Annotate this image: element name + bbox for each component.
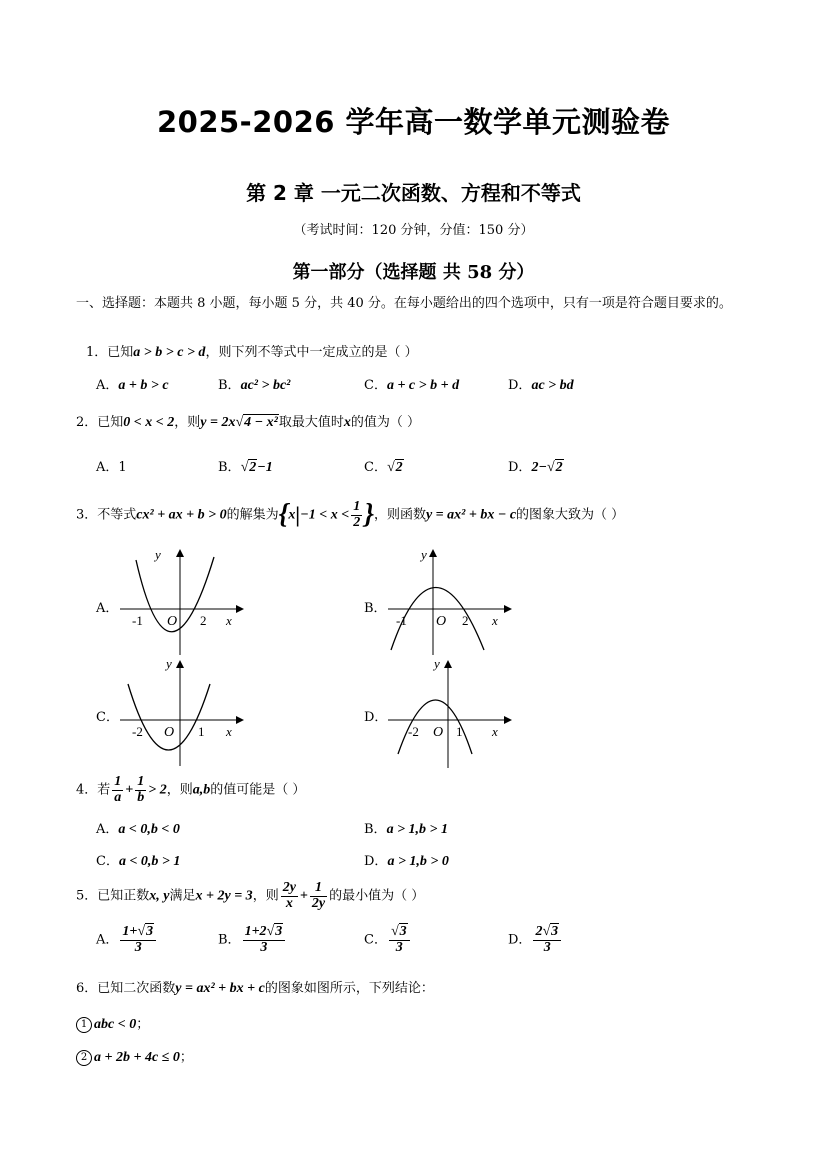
q3-option-b[interactable]: B． <box>364 601 387 616</box>
y-axis-label: y <box>155 547 161 562</box>
q3-inequality: cx² + ax + b > 0 <box>136 507 227 523</box>
chapter-subtitle: 第 2 章 一元二次函数、方程和不等式 <box>246 181 581 205</box>
question-4: 4．若 $\frac{1}{a}$ + $\frac{1}{b}$ > 2，则a,b的值可能是（ ） <box>76 774 306 805</box>
left-root-label: -1 <box>396 613 407 628</box>
y-axis-label: y <box>434 656 440 671</box>
y-axis-arrow <box>176 660 184 668</box>
q6-statement-2: 2 a + 2b + 4c ≤ 0； <box>76 1046 193 1066</box>
x-axis-label: x <box>226 613 232 628</box>
right-root-label: 1 <box>456 724 463 739</box>
graph-c[interactable] <box>118 656 248 771</box>
y-axis-arrow <box>176 549 184 557</box>
q1-option-c[interactable]: C．a + c > b + d <box>364 378 460 393</box>
exam-info: （考试时间：120 分钟，分值：150 分） <box>293 223 534 238</box>
question-5: 5．已知正数x, y满足x + 2y = 3，则 $\frac{2y}{x}$ + $\frac{1}{2y}$ 的最小值为（ ） <box>76 880 425 911</box>
question-2: 2．已知0 < x < 2，则y = 2x√4 − x²取最大值时x的值为（ ） <box>76 415 420 430</box>
origin-label: O <box>164 725 175 740</box>
q4-option-d[interactable]: D．a > 1,b > 0 <box>364 854 449 869</box>
q5-option-c[interactable]: C． $\frac{√3}{3}$ <box>364 925 412 955</box>
q1-suffix: ，则下列不等式中一定成立的是（ ） <box>205 345 418 360</box>
q5-option-b[interactable]: B． $\frac{1+2√3}{3}$ <box>218 925 287 955</box>
right-root-label: 2 <box>462 613 469 628</box>
x-axis-label: x <box>226 724 232 739</box>
x-axis-label: x <box>492 724 498 739</box>
q3-option-a[interactable]: A． <box>96 601 119 616</box>
question-6: 6．已知二次函数y = ax² + bx + c的图象如图所示，下列结论： <box>76 981 434 996</box>
q2-option-d[interactable]: D．2−√2 <box>508 460 563 475</box>
q2-option-b[interactable]: B．√2−1 <box>218 460 273 475</box>
left-root-label: -2 <box>132 724 143 739</box>
q1-prefix: 1．已知 <box>86 345 134 360</box>
y-axis-label: y <box>166 656 172 671</box>
x-axis-arrow <box>504 716 512 724</box>
q4-option-a[interactable]: A．a < 0,b < 0 <box>96 822 180 837</box>
right-root-label: 1 <box>198 724 205 739</box>
graph-a[interactable] <box>118 545 248 660</box>
circled-number: 2 <box>76 1050 92 1066</box>
x-axis-label: x <box>492 613 498 628</box>
y-axis-arrow <box>429 549 437 557</box>
q2-radicand: 4 − x² <box>244 415 278 430</box>
q2-condition: 0 < x < 2 <box>123 415 175 430</box>
q2-function: y = 2x <box>200 415 236 430</box>
graph-b[interactable] <box>386 545 516 660</box>
q1-condition: a > b > c > d <box>133 345 206 360</box>
q6-function: y = ax² + bx + c <box>175 981 265 996</box>
q1-option-b[interactable]: B．ac² > bc² <box>218 378 291 393</box>
q2-option-c[interactable]: C．√2 <box>364 460 403 475</box>
question-1 <box>86 341 418 361</box>
right-root-label: 2 <box>200 613 207 628</box>
q3-option-c[interactable]: C． <box>96 710 119 725</box>
left-root-label: -2 <box>408 724 419 739</box>
y-axis-arrow <box>444 660 452 668</box>
part-title: 第一部分（选择题 共 58 分） <box>292 262 535 283</box>
q5-condition: x + 2y = 3 <box>195 888 253 904</box>
x-axis-arrow <box>236 605 244 613</box>
q1-option-d[interactable]: D．ac > bd <box>508 378 574 393</box>
q4-option-c[interactable]: C．a < 0,b > 1 <box>96 854 181 869</box>
q3-option-d[interactable]: D． <box>364 710 388 725</box>
q2-option-a[interactable]: A．1 <box>96 460 127 475</box>
x-axis-arrow <box>504 605 512 613</box>
x-axis-arrow <box>236 716 244 724</box>
circled-number: 1 <box>76 1017 92 1033</box>
left-root-label: -1 <box>132 613 143 628</box>
y-axis-label: y <box>421 547 427 562</box>
q5-option-d[interactable]: D． $\frac{2√3}{3}$ <box>508 925 563 955</box>
q3-function: y = ax² + bx − c <box>425 507 517 523</box>
origin-label: O <box>436 614 447 629</box>
q3-set-condition: −1 < x < <box>300 507 350 523</box>
q5-option-a[interactable]: A． $\frac{1+√3}{3}$ <box>96 925 158 955</box>
parabola-curve <box>128 684 210 750</box>
question-3: 3．不等式cx² + ax + b > 0的解集为{x|−1 < x < $\frac{1}{2}$ }，则函数y = ax² + bx − c的图象大致为（ ） <box>76 498 625 530</box>
q6-statement-1: 1 abc < 0； <box>76 1013 149 1033</box>
graph-d[interactable] <box>386 656 516 771</box>
q4-option-b[interactable]: B．a > 1,b > 1 <box>364 822 449 837</box>
origin-label: O <box>167 614 178 629</box>
origin-label: O <box>433 725 444 740</box>
page-title: 2025-2026 学年高一数学单元测验卷 <box>156 105 671 139</box>
q1-option-a[interactable]: A．a + b > c <box>96 378 169 393</box>
section-intro: 一、选择题：本题共 8 小题，每小题 5 分，共 40 分。在每小题给出的四个选项中，只有一项是符合题目要求的。 <box>76 296 732 311</box>
